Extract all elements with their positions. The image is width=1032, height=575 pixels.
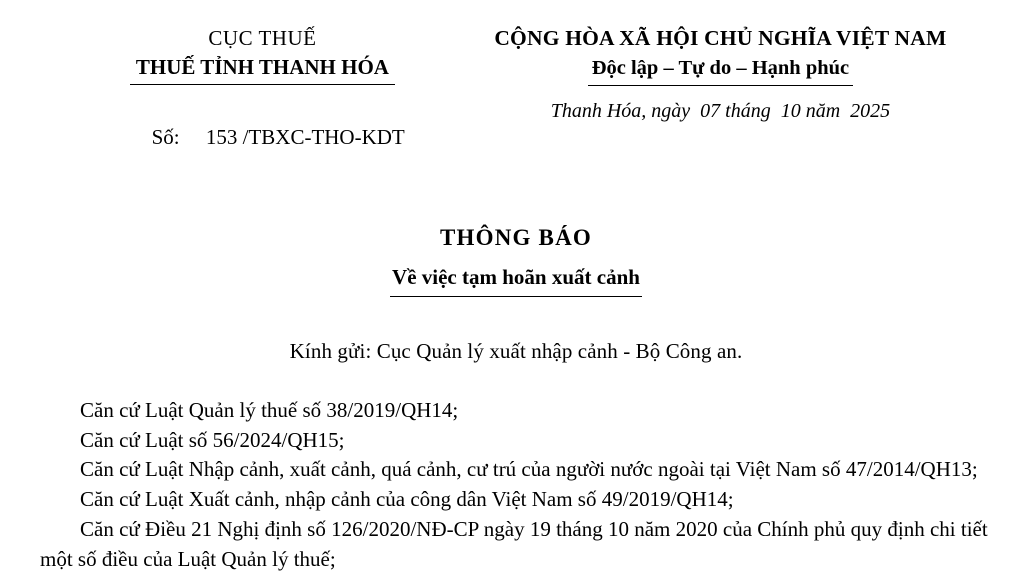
body-paragraph: Căn cứ Luật Nhập cảnh, xuất cảnh, quá cảnh, cư trú của người nước ngoài tại Việt Nam số 47/2014/QH13;	[80, 457, 978, 482]
document-body	[40, 396, 992, 575]
authority-line-2-wrap	[66, 52, 459, 84]
body-paragraph: Căn cứ Luật Xuất cảnh, nhập cảnh của công dân Việt Nam số 49/2019/QH14;	[80, 487, 734, 512]
body-paragraph: Căn cứ Luật Quản lý thuế số 38/2019/QH14;	[80, 397, 459, 422]
authority-line-1: CỤC THUẾ	[208, 26, 317, 50]
place-and-date: Thanh Hóa, ngày 07 tháng 10 năm 2025	[550, 99, 891, 122]
document-number-line	[40, 100, 459, 175]
body-paragraph: Căn cứ Luật số 56/2024/QH15;	[80, 427, 345, 452]
document-number-value: 153	[205, 124, 238, 149]
header-issuing-authority	[40, 24, 459, 85]
document-number-label: Số:	[151, 124, 180, 149]
body-paragraph: Căn cứ Điều 21 Nghị định số 126/2020/NĐ-CP ngày 19 tháng 10 năm 2020 của Chính phủ quy định chi tiết một số điều của Luật Quản lý thuế;	[40, 517, 988, 571]
page-title: THÔNG BÁO	[439, 224, 592, 250]
header-national-heading	[459, 24, 992, 86]
national-motto: Độc lập – Tự do – Hạnh phúc	[588, 53, 853, 86]
national-title: CỘNG HÒA XÃ HỘI CHỦ NGHĨA VIỆT NAM	[494, 26, 947, 50]
page-subtitle: Về việc tạm hoãn xuất cảnh	[390, 261, 642, 297]
authority-line-2: THUẾ TỈNH THANH HÓA	[130, 52, 395, 84]
document-header	[40, 24, 992, 86]
doc-subtitle-wrap	[40, 255, 992, 297]
national-motto-wrap	[459, 53, 982, 86]
recipient-line: Kính gửi: Cục Quản lý xuất nhập cảnh - Bộ Công an.	[289, 338, 743, 363]
title-block	[40, 221, 992, 297]
document-number-suffix: /TBXC-THO-KDT	[242, 124, 405, 149]
document-subheader	[40, 100, 992, 175]
